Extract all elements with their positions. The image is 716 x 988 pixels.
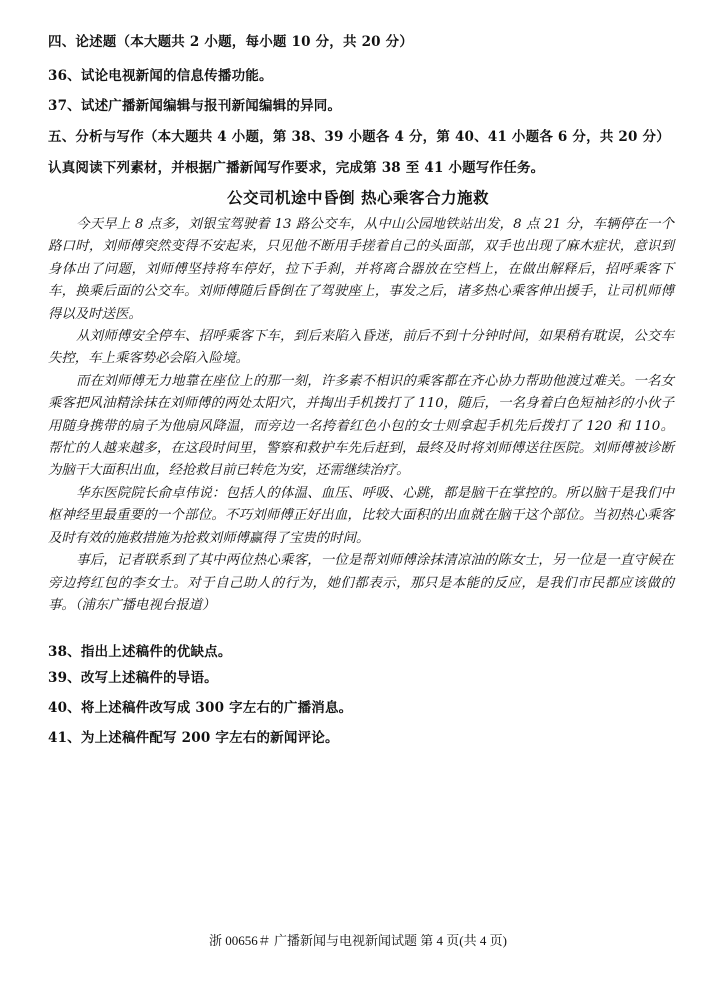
article-paragraph-3: 而在刘师傅无力地靠在座位上的那一刻，许多素不相识的乘客都在齐心协力帮助他渡过难关。一名女乘客把风油精涂抹在刘师傅的两处太阳穴，并掏出手机拨打了 110，随后，一名身着白色短袖衫的小伙子用随身携带的扇子为他扇风降温，而旁边一名挎着红色小包的女士则拿起手机先后拨打了 120 和 110。帮忙的人越来越多，在这段时间里，警察和救护车先后赶到，最终及时将刘师傅送往医院。刘师傅被诊断为脑干大面积出血，经抢救目前已转危为安，还需继续治疗。	[48, 373, 674, 479]
article-title: 公交司机途中昏倒 热心乘客合力施救	[227, 188, 489, 207]
section5-heading: 五、分析与写作（本大题共 4 小题，第 38、39 小题各 4 分，第 40、41 小题各 6 分，共 20 分）	[48, 129, 670, 145]
question-36: 36、试论电视新闻的信息传播功能。	[48, 68, 273, 84]
article-paragraph-4: 华东医院院长俞卓伟说：包括人的体温、血压、呼吸、心跳，都是脑干在掌控的。所以脑干是我们中枢神经里最重要的一个部位。不巧刘师傅正好出血，比较大面积的出血就在脑干这个部位。当初热心乘客及时有效的施救措施为抢救刘师傅赢得了宝贵的时间。	[48, 485, 674, 546]
question-41: 41、为上述稿件配写 200 字左右的新闻评论。	[48, 730, 339, 746]
article-paragraph-5: 事后，记者联系到了其中两位热心乘客，一位是帮刘师傅涂抹清凉油的陈女士，另一位是一直守候在旁边挎红包的李女士。对于自己助人的行为，她们都表示，那只是本能的反应，是我们市民都应该做的事。（浦东广播电视台报道）	[48, 553, 674, 613]
question-37: 37、试述广播新闻编辑与报刊新闻编辑的异同。	[48, 98, 342, 114]
question-39: 39、改写上述稿件的导语。	[48, 670, 218, 686]
article-body	[48, 214, 674, 617]
article-paragraph-1: 今天早上 8 点多，刘银宝驾驶着 13 路公交车，从中山公园地铁站出发，8 点 21 分，车辆停在一个路口时，刘师傅突然变得不安起来，只见他不断用手搓着自己的头面部，双手也出现了麻木症状，意识到身体出了问题，刘师傅坚持将车停好，拉下手刹，并将离合器放在空档上，在做出解释后，招呼乘客下车，换乘后面的公交车。刘师傅随后昏倒在了驾驶座上，事发之后，诸多热心乘客伸出援手，让司机师傅得以及时送医。	[48, 217, 674, 322]
article-paragraph-2: 从刘师傅安全停车、招呼乘客下车，到后来陷入昏迷，前后不到十分钟时间，如果稍有耽误，公交车失控，车上乘客势必会陷入险境。	[48, 329, 674, 367]
section5-instruction: 认真阅读下列素材，并根据广播新闻写作要求，完成第 38 至 41 小题写作任务。	[48, 160, 545, 176]
question-40: 40、将上述稿件改写成 300 字左右的广播消息。	[48, 700, 353, 716]
question-38: 38、指出上述稿件的优缺点。	[48, 644, 232, 660]
page-footer: 浙 00656＃ 广播新闻与电视新闻试题 第 4 页(共 4 页)	[209, 933, 507, 948]
section4-heading: 四、论述题（本大题共 2 小题，每小题 10 分，共 20 分）	[48, 34, 414, 50]
